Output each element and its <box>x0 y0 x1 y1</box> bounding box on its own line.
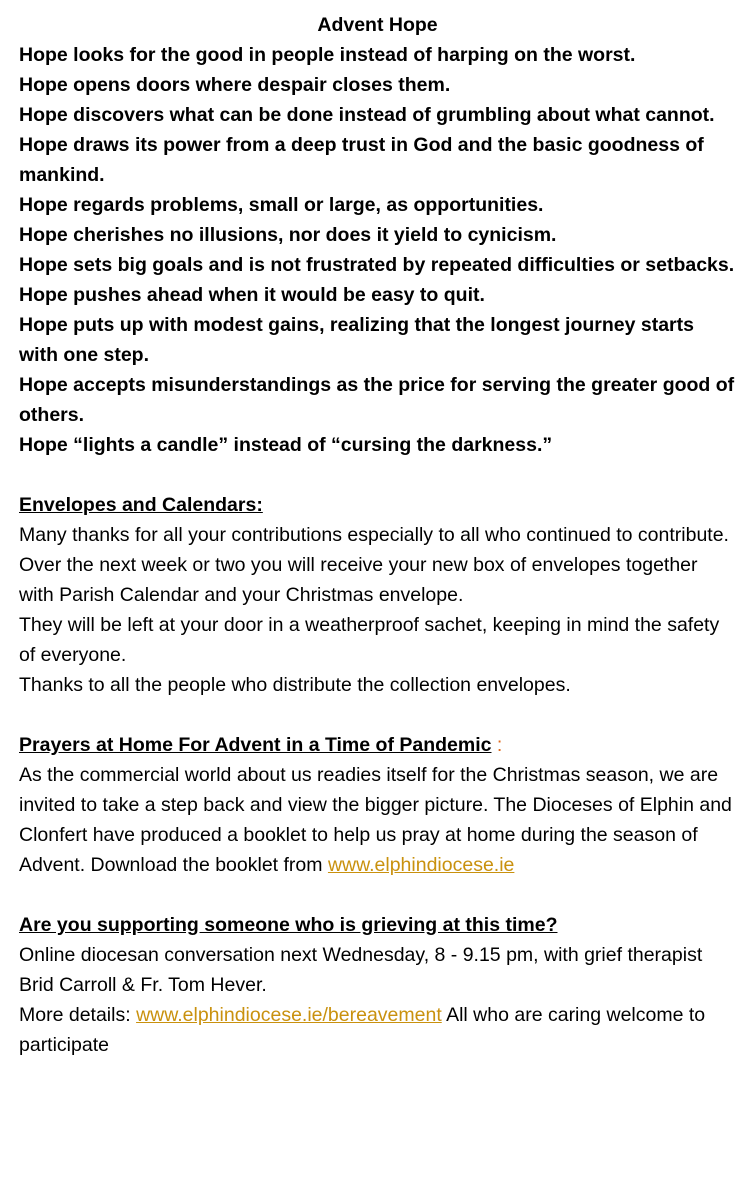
envelopes-paragraph: Over the next week or two you will receive your new box of envelopes together with Parish Calendar and your Christmas envelope. <box>19 554 698 606</box>
grief-heading: Are you supporting someone who is grieving at this time? <box>19 914 558 936</box>
hope-line: Hope accepts misunderstandings as the price for serving the greater good of others. <box>19 374 735 426</box>
grief-details <box>19 1000 736 1060</box>
grief-section <box>19 910 736 1060</box>
envelopes-paragraph: They will be left at your door in a weatherproof sachet, keeping in mind the safety of everyone. <box>19 614 720 666</box>
advent-hope-title: Advent Hope <box>317 14 438 36</box>
hope-line: Hope looks for the good in people instead of harping on the worst. <box>19 44 636 66</box>
bereavement-link[interactable]: www.elphindiocese.ie/bereavement <box>136 1004 442 1026</box>
prayers-heading-colon: : <box>491 734 503 756</box>
hope-line: Hope pushes ahead when it would be easy to quit. <box>19 284 485 306</box>
prayers-heading-row <box>19 730 736 760</box>
hope-line: Hope sets big goals and is not frustrated by repeated difficulties or setbacks. <box>19 254 735 276</box>
hope-line: Hope draws its power from a deep trust in God and the basic goodness of mankind. <box>19 134 704 186</box>
envelopes-section <box>19 490 736 700</box>
envelopes-paragraph: Thanks to all the people who distribute the collection envelopes. <box>19 674 571 696</box>
hope-line: Hope puts up with modest gains, realizing that the longest journey starts with one step. <box>19 314 694 366</box>
hope-line: Hope opens doors where despair closes them. <box>19 74 451 96</box>
elphin-diocese-link[interactable]: www.elphindiocese.ie <box>327 854 515 876</box>
section-spacer <box>19 880 736 910</box>
hope-line: Hope discovers what can be done instead of grumbling about what cannot. <box>19 104 715 126</box>
envelopes-paragraph: Many thanks for all your contributions especially to all who continued to contribute. <box>19 524 729 546</box>
section-spacer <box>19 700 736 730</box>
advent-hope-section <box>19 10 736 460</box>
hope-line: Hope “lights a candle” instead of “cursing the darkness.” <box>19 434 553 456</box>
section-spacer <box>19 460 736 490</box>
prayers-heading: Prayers at Home For Advent in a Time of Pandemic <box>19 734 492 756</box>
hope-line: Hope regards problems, small or large, as opportunities. <box>19 194 544 216</box>
grief-details-prefix: More details: <box>19 1004 137 1026</box>
envelopes-heading: Envelopes and Calendars: <box>19 494 263 516</box>
grief-paragraph: Online diocesan conversation next Wednesday, 8 - 9.15 pm, with grief therapist Brid Carroll & Fr. Tom Hever. <box>19 944 703 996</box>
prayers-body: As the commercial world about us readies itself for the Christmas season, we are invited to take a step back and view the bigger picture. The Dioceses of Elphin and Clonfert have produced a booklet to help us pray at home during the season of Advent. Download the booklet from <box>19 764 732 876</box>
prayers-paragraph <box>19 760 736 880</box>
hope-line: Hope cherishes no illusions, nor does it yield to cynicism. <box>19 224 557 246</box>
prayers-section <box>19 730 736 880</box>
grief-details-suffix: All who are caring welcome to participate <box>19 1004 706 1056</box>
